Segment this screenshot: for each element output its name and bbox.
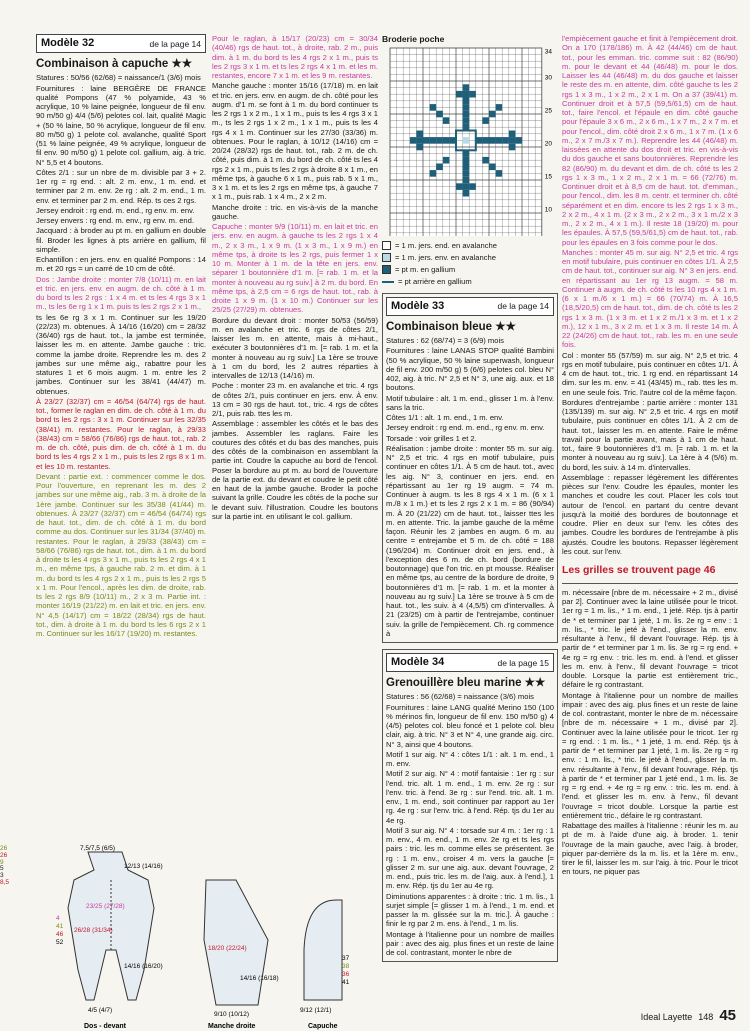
model-33-fournitures: Fournitures : laine LANAS STOP qualité Bambini (50 % acrylique, 50 % laine superwash, longueur de fil env. 200 m/50 g) 5 (6/6) pelotes col. bleu N° 402, aig. à tric. N° 2,5 et N° 3, une aig. aux. et 18 boutons.: [386, 346, 554, 393]
chart-motif-cell: [463, 98, 470, 105]
chart-motif-cell: [463, 137, 470, 144]
model-32-para: Manche gauche : monter 15/16 (17/18) m. en lait et tric. en jers. env. en augm. de ch. côté pour les augm. d'1 m. se font à 1 m. du bord continuer ts les 2 rgs 1 x 2 m., 1 x 1 m., puis ts les 4 rgs 3 x 1 m., ts les 2 rgs 1 x 2 m., 1 x 1 m., puis ts les 4 rgs 4 x 1 m. Continuer sur les 27/30 (33/36) m. obtenues. Pour le raglan, à 10/12 (14/16) cm = 20/24 (28/32) rgs de haut. tot., rab. 2 m. de ch. côté, puis dim. à 1 m. du bord de ch. côté ts les 4 rgs 2 x 1 m., puis ts les 2 rgs à droite 8 x 1 m., en même tps, à gauche 6 x 1 m., puis rab. 5 x 1 m., 3 x 1 m. et ts les 2 rgs en même tps, à gauche 7 x 1 m., puis rab. 1 x 4 m., 2 x 2 m.: [212, 81, 378, 202]
chart-motif-cell: [443, 118, 450, 125]
dim-label: 14/16 (16/20): [124, 963, 163, 970]
chart-motif-cell: [463, 170, 470, 177]
dim-label: 46: [56, 931, 64, 938]
chart-motif-cell: [509, 137, 516, 144]
legend-swatch: [382, 241, 391, 250]
chart-y-tick-label: 20: [544, 141, 553, 149]
chart-motif-cell: [489, 164, 496, 171]
legend-item: = 1 m. jers. end. en avalanche: [382, 241, 558, 250]
model-34-statures: Statures : 56 (62/68) = naissance (3/6) mois: [386, 692, 534, 702]
chart-motif-cell: [463, 111, 470, 118]
model-32-para: Devant : partie ext. : commencer comme le dos. Pour l'ouverture, en reprenant les m. des 2 jambes sur une même aig., rab. 3 m. à droite de la 1ère jambe. Continuer sur les 35/38 (41/44) m. obtenues. À 23/27 (32/37) cm = 46/54 (64/74) rgs de haut. tot., dim. de ch. côté à 1 m. du bord comme au dos. Continuer sur les 31/34 (37/40) m. restantes. Pour le raglan, à 29/33 (38/43) cm = 58/66 (76/86) rgs de haut. tot., dim. à 1 m. du bord à droite ts les 4 rgs 3 x 1 m., puis ts les 2 rgs 4 x 1 m., en même tps, à gauche rab. 2 m. et dim. à 1 m. du bord ts les 4 rgs 2 x 1 m., puis ts les 2 rgs 5 x 1 m. Pour l'encol., après les dim. de droite, rab. ts les 2 rgs 8/9 (10/11) m., 2 x 3 m. Partie int. : monter 16/19 (21/22) m. en lait et tric. en jers. env. N° 4,5 (14/17) cm = 18/22 (28/34) rgs de haut. tot., dim. à droite à 1 m. du bord ts les 6 rgs 2 x 1 m. Continuer sur les 16/17 (19/20) m. restantes.: [36, 471, 206, 639]
model-33-para: Manches : monter 45 m. sur aig. N° 2,5 et tric. 4 rgs en motif tubulaire, puis continuer en côtes 1/1. À 2,5 cm de haut. tot., continuer sur aig. N° 3 en jers. end. en répartissant au 1er rg 13 augm. = 58 m. Continuer à augm. de ch. côté ts les 10 rgs 4 x 1 m. (6 x 1 m./6 x 1 m.) = 66 (70/74) m. À 16,5 (18,5/20,5) cm de haut. tot., dim. de ch. côté ts les 2 rgs 1 x 3 m. (1 x 3 m. et 1 x 2 m./1 x 3 m. et 1 x 2 m.), 12 x 1 m., 3 x 2 m. et 1 x 3 m. Il reste 14 m. À 22 (24/26) cm de haut. tot., rab. les m. en une seule fois.: [562, 247, 738, 350]
model-32-para: Capuche : monter 9/9 (10/11) m. en lait et tric. en jers. env. en augm. à gauche ts les 2 rgs 1 x 4 m., 2 x 3 m., 1 x 9 m. (1 x 3 m., 1 x 9 m.) en même tps, à droite ts les 2 rgs, puis fermer 1 x 10 m. Monter à 1 m. de la tête en jers. env. séparer 1 boutonnière d'1 m. [= rab. 1 m. et la monter à nouveau au rg suiv.] à 2 m. du bord. En même tps, à 2,5 cm = 6 rgs de haut. tot., rab. à droite 1 x 9 m. (1 x 10 m.) Continuer sur les 25/25 (27/29) m. obtenues.: [212, 222, 378, 315]
model-32-title: Combinaison à capuche ★★: [36, 58, 193, 71]
magazine-name: Ideal Layette: [640, 1011, 693, 1022]
capuche-schematic: [304, 900, 342, 1000]
model-33-para: Assemblage : repasser légèrement les différentes pièces sur l'env. Coudre les épaules, monter les manches et coudre les cout. Placer les cols tout autour de l'encol. en partant du centre devant jusqu'à la moitié des bordures de boutonnage et coudre. Plier en deux sur l'env. les côtes des jambes. Coudre les bordures de l'entrejambe à plis ajustés. Coudre les boutons. Repasser légèrement les cout. sur l'env.: [562, 472, 738, 556]
chart-motif-cell: [436, 137, 443, 144]
model-32-para: Dos : Jambe droite : monter 7/8 (10/11) m. en lait et tric. en jers. env. en augm. de ch. côté à 1 m. du bord ts les 2 rgs : 1 x 4 m. et ts les 4 rgs 3 x 1 m., ts les 6e rg 1 x 1 m. puis ts les 2 rgs 2 x 1 m.,: [36, 274, 206, 312]
model-34-label: Modèle 34: [391, 656, 445, 669]
dim-label: 9/12 (12/1): [300, 1007, 332, 1014]
chart-motif-cell: [496, 137, 503, 144]
manche-droite-schematic: [204, 880, 268, 1005]
chart-motif-cell: [436, 111, 443, 118]
model-32-para: Bordure du devant droit : monter 50/53 (56/59) m. en avalanche et tric. 6 rgs de côtes 2/1, laisser les m. en attente, mais à mi-haut., exécuter 3 boutonnières d'1 m. [= rab. 1 m. et la monter à nouveau au rg suiv.] La 1ère se trouve à 1 cm du bord, les 2 autres réparties à intervalles de 12/13 (14/16) m.: [212, 315, 378, 380]
chart-motif-cell: [436, 164, 443, 171]
chart-y-tick-label: 10: [544, 207, 553, 215]
legend-swatch: [382, 253, 391, 262]
model-33-para: Bordures d'entrejambe : partie arrière : monter 131 (135/139) m. sur aig. N° 2,5 et tric. 4 rgs en motif tubulaire, puis continuer en côtes 1/1. À 2 cm de haut. tot., laisser les m. en attente. Faire le même travail pour la partie avant, mais à 1 cm de haut. tot., faire 9 boutonnières d'1 m. [= rab. 1 m. et la monter à nouveau au rg suiv.]. La 1ère à 4 (5/6) m. du bord, les suiv. à 14 m. d'intervalles.: [562, 397, 738, 472]
chart-motif-cell: [515, 137, 522, 144]
model-32-label: Modèle 32: [41, 37, 95, 49]
chart-motif-cell: [430, 104, 437, 111]
model-34-para: Diminutions apparentes : à droite : tric. 1 m. lis., 1 surjet simple [= glisser 1 m. à l'end., 1 m. end. et passer la m. glissée sur la m. tric.]. À gauche : finir le rg par 2 m. ens. à l'end., 1 m. lis.: [386, 891, 554, 929]
page-footer: [641, 1007, 736, 1025]
model-32-para: Manche droite : tric. en vis-à-vis de la manche gauche.: [212, 202, 378, 221]
model-34-title: Grenouillère bleu marine ★★: [386, 677, 546, 690]
column-4: [562, 34, 738, 1030]
dim-label: 14/16 (16/18): [240, 975, 279, 982]
chart-motif-cell: [509, 144, 516, 151]
chart-motif-cell: [463, 157, 470, 164]
chart-motif-cell: [463, 104, 470, 111]
model-34-page-ref: de la page 15: [497, 657, 549, 668]
legend-line-swatch: [382, 281, 394, 283]
model-32-para: À 23/27 (32/37) cm = 46/54 (64/74) rgs de haut. tot., former le raglan en dim. de ch. côté à 1 m. du bord ts les 2 rgs : 3 x 1 m. Continuer sur les 32/35 (38/41) m. restantes. Pour le raglan, à 29/33 (38/43) cm = 58/66 (76/86) rgs de haut. tot., rab. 2 m. de ch. côté, puis dim. de ch. côté à 1 m. du bord ts les 4 rgs 2 x 1 m., puis ts les 2 rgs 8 x 1 m. et les 10 m. restantes.: [36, 396, 206, 471]
chart-motif-cell: [410, 137, 417, 144]
model-33-title: Combinaison bleue ★★: [386, 321, 516, 334]
chart-motif-cell: [430, 170, 437, 177]
model-33-box: [382, 293, 558, 643]
dim-label: 41: [56, 923, 64, 930]
dim-label: 41: [342, 979, 350, 986]
chart-motif-cell: [496, 170, 503, 177]
chart-y-tick-label: 15: [544, 174, 553, 182]
dim-label: 36: [342, 971, 350, 978]
chart-motif-cell: [416, 131, 423, 138]
chart-motif-cell: [463, 91, 470, 98]
margin-marks: 26 26 9 5 3 8,5: [0, 845, 10, 887]
dim-label: 26/28 (31/34): [74, 927, 113, 934]
column-2: [212, 34, 378, 882]
chart-motif-cell: [423, 137, 430, 144]
model-34-para: Motif 2 sur aig. N° 4 : motif fantaisie : 1er rg : sur l'end. tric. alt. 1 m. end., 1 m. env. 2e rg : sur l'env. tric. à l'end. 3e rg : sur l'end. tric. alt. 1 m. env., 1 m. end., soit continuer par rapport au 1er rg. 4e rg : sur l'env. tric. à l'end. Rép. tjs du 1er au 4e rg.: [386, 769, 554, 825]
chart-motif-cell: [443, 137, 450, 144]
model-32-para: Jersey envers : rg end. m. env., rg env. m. end.: [36, 216, 194, 226]
chart-motif-cell: [489, 137, 496, 144]
dim-label: 38: [342, 963, 350, 970]
model-32-page-ref: de la page 14: [149, 38, 201, 49]
model-32-para: Poche : monter 23 m. en avalanche et tric. 4 rgs de côtes 2/1, puis continuer en jers. env. À env. 13 cm = 30 rgs de haut. tot., tric. 4 rgs de côtes 2/1, puis rab. ttes les m.: [212, 381, 378, 418]
model-34-para: m. nécessaire [nbre de m. nécessaire + 2 m., divisé par 2]. Continuer avec la laine utilisée pour le tricot. 1er rg = 1 m. lis., * 1 m. end., 1 jeté. Rép. tjs à partir de * et terminer par 1 jeté, 1 m. lis. 2e rg = env : 1 m. lis., * tric. le jeté à l'end., glisser la m. env. résultante à l'env., fil devant l'ouvrage. Rép. tjs à partir de * et terminer par 1 m. lis. 3e rg = rg end. + 4e rg = rg env. : tric. les m. end. à l'end. et glisser les m. env. à l'env., fil devant l'ouvrage = tricot double. Lorsque la partie est entièrement tric., défaire le rg contrastant.: [562, 587, 738, 690]
chart-motif-cell: [482, 137, 489, 144]
column-3: [382, 34, 558, 1030]
model-34-para: Montage à l'italienne pour un nombre de mailles impair : avec des aig. plus fines et un reste de laine de col. contrastant, monter le nbre de m. nécessaire [nbre de m. nécessaire + 1 m., divisé par 2]. Continuer avec la laine utilisée pour le tricot. 1er rg = rg end. : 1 m. lis., * 1 jeté, 1 m. end. Rép. tjs à partir de * et terminer par 1 jeté, 1 m. lis. 2e rg = rg env. : 1 m. lis., * tric. le jeté à l'end., glisser la m. env. résultante à l'env., fil devant l'ouvrage. Rép. tjs à partir de * et terminer par 1 jeté end., 1 m. lis. 3e rg = rg end. + 4e rg = rg env. : tric. les m. end. à l'end. et glisser les m. env. à l'env., fil devant l'ouvrage = tricot double. Lorsque la partie est entièrement tric., défaire le rg contrastant.: [562, 690, 738, 820]
chart-motif-cell: [463, 164, 470, 171]
dim-label: 37: [342, 955, 350, 962]
model-33-para: Torsade : voir grilles 1 et 2.: [386, 433, 477, 443]
model-32-para: Assemblage : assembler les côtés et le bas des jambes. Assembler les raglans. Faire les coutures des côtés et du bas des manches, puis des côtés de la combinaison en assemblant la partie int. Coudre la capuche au bord de l'encol. Poser la bordure au pt m. au bord de l'ouverture de la partie ext. du devant et coudre le petit côté en haut de la jambe gauche. Broder la poche suivant la grille. Coudre les côtés de la poche sur le devant suiv. l'illustration. Coudre les boutons sur la partie int. en utilisant le col. gallium.: [212, 419, 378, 521]
legend-item: = pt m. en gallium: [382, 265, 558, 274]
dos-devant-label: Dos - devant: [84, 1023, 127, 1030]
chart-motif-cell: [443, 157, 450, 164]
chart-motif-cell: [469, 184, 476, 191]
dim-label: 4/5 (4/7): [88, 1007, 113, 1014]
chart-motif-cell: [463, 184, 470, 191]
chart-motif-cell: [416, 137, 423, 144]
legend-item: = pt arrière en gallium: [382, 277, 558, 286]
model-34-header: [386, 653, 554, 672]
model-33-para: Réalisation : jambe droite : monter 55 m. sur aig. N° 2,5 et tric. 4 rgs en motif tubulaire, puis continuer en côtes 1/1. À 5 cm de haut. tot., avec les aig. N° 3, continuer en jers. end. en répartissant au 1er rg 19 augm. = 74 m. Continuer à augm. ts les 8 rgs 4 x 1 m. (6 x 1 m./8 x 1 m.) et ts les 2 rgs 2 x 1 m. = 86 (90/94) m. À 20 (21/22) cm de haut. tot., laisser ttes les m. en attente. Tric. la jambe gauche de la même façon. Réunir les 2 jambes en augm. 6 m. au centre = entrejambe et 5 m. de ch. côté = 188 (196/204) m. Continuer droit en jers. end., à l'exception des 6 m. de ch. bord (bordure de boutonnage) que l'on tric. en pt mousse. Réaliser en même tps, au centre de la bordure de droite, 9 boutonnières d'1 m. [= rab. 1 m. et la monter à nouveau au rg suiv.] La 1ère se trouve à 5 cm de haut. tot., les suiv. à 4 (4,5/5) cm d'intervalles. À 21 (23/25) cm à partir de l'entrejambe, continuer suiv. la grille de l'empiècement. Ch. rg commence à: [386, 443, 554, 638]
chart-motif-cell: [463, 118, 470, 125]
model-32-statures: Statures : 50/56 (62/68) = naissance/1 (3/6) mois: [36, 73, 201, 83]
model-33-para: Motif tubulaire : alt. 1 m. end., glisser 1 m. à l'env. sans la tric.: [386, 393, 554, 412]
dim-label: 23/25 (27/28): [86, 903, 125, 910]
model-33-page-ref: de la page 14: [497, 301, 549, 312]
model-33-para: l'empiècement gauche et finit à l'empiècement droit. On a 170 (178/186) m. À 42 (44/46) cm de haut. tot., pour les emman. tric. comme suit : 82 (86/90) m. pour le devant et 44 (46/48) m. pour le dos. Laisser les 44 (46/48) m. du dos gauche et laisser le reste des m. en attente, dim. côté gauche ts les 2 rgs 1 x 3 m., 1 x 2 m., 2 x 1 m. On a 37 (39/41) m. Continuer droit et à 57,5 (59,5/61,5) cm de haut. tot., faire l'encol. et l'épaule en dim. côté gauche pour l'épaule 3 x 6 m., 2 x 6 m., 1 x 7 m., 2 x 7 m. et pour l'encol., dim. côté droit 2 x 6 m., 1 x 7 m. (1 x 6 m., 2 x 7 m./3 x 7 m.). Reprendre les 44 (46/48) m. laissées en attente du dos droit et tric. en vis-à-vis du dos gauche et sans boutonnières. Reprendre les 82 (86/90) m. du devant et dim. de ch. côté ts les 2 rgs 1 x 3 m., 1 x 2 m., 2 x 1 m. = 66 (72/76) m. Continuer droit et à 8,5 cm de haut. tot. d'emman., pour l'encol., dim. les 8 m. centr. et terminer ch. côté séparément et en dim. encore ts les 2 rgs 1 x 3 m., 2 x 2 m., 4 x 1 m. (2 x 3 m., 2 x 2 m., 3 x 1 m./2 x 3 m., 2 x 2 m., 4 x 1 m.). Il reste 18 (19/20) m. pour les épaules. À 57,5 (59,5/61,5) cm de haut. tot., rab. pour les épaules en 3 fois comme pour le dos.: [562, 34, 738, 247]
chart-motif-cell: [430, 137, 437, 144]
model-32-header: [36, 34, 206, 53]
dim-label: 18/20 (22/24): [208, 945, 247, 952]
model-32-fournitures: Fournitures : laine BERGÈRE DE FRANCE qualité Pompons (47 % polyamide, 43 % acrylique, 10 % laine peignée, longueur de fil env. 90 m/50 g) 4/4 (5/6) pelotes col. lait, qualité Magic + (50 % laine, 50 % acrylique, longueur de fil env. 80 m/50 g) 1 pelote col. avalanche, qualité Sport (51 % laine peignée, 49 % acrylique, longueur de fil env. 90 m/50 g) 1 pelote col. gallium, aig. à tric. N° 5,5 et 4 boutons.: [36, 83, 206, 167]
manche-droite-label: Manche droite: [208, 1023, 256, 1030]
chart-motif-cell: [469, 91, 476, 98]
divider: [562, 583, 738, 584]
model-34-para: Rabattage des mailles à l'italienne : réunir les m. au pt de m. à l'aide d'une aig. à broder. 1. tenir l'ouvrage de la main gauche, avec l'aig. à broder, piquer par-derrière ds la m. lis. et la 1ère m. env., tirer le fil, laisser les m. sur l'aig. à tric. Pour le tricot en tours, ne piquer pas: [562, 821, 738, 877]
model-32-para: Jersey endroit : rg end. m. end., rg env. m. env.: [36, 205, 195, 215]
chart-motif-cell: [496, 104, 503, 111]
model-34-para: Motif 3 sur aig. N° 4 : torsade sur 4 m. : 1er rg : 1 m. env., 4 m. end., 1 m. env. 2e rg et ts les rgs pairs : tric. les m. comme elles se présentent. 3e rg : 1 m. env., croiser 4 m. vers la gauche [= glisser 2 m. sur une aig. aux. devant l'ouvrage, 2 m. end., puis tric. les m. de l'aig. aux. à l'end.], 1 m. env. Rép. tjs du 1er au 4e rg.: [386, 825, 554, 891]
chart-motif-cell: [502, 137, 509, 144]
column-1: [36, 34, 206, 844]
model-32-para: Pour le raglan, à 15/17 (20/23) cm = 30/34 (40/46) rgs de haut. tot., à droite, rab. 2 m., puis dim. à 1 m. du bord ts les 4 rgs 2 x 1 m., puis ts les 2 rgs 3 x 1 m. et ts les 2 rgs 4 x 1 m. et les m. restantes, encore 7 x 1 m. et les 9 m. restantes.: [212, 34, 378, 80]
model-34-fournitures: Fournitures : laine LANG qualité Merino 150 (100 % mérinos fin, longueur de fil env. 150 m/50 g) 4 (4/5) pelotes col. bleu foncé et 1 pelote col. bleu clair, aig. à tric. N° 3 et N° 4, une grande aig. circ. N° 3, ainsi que 4 boutons.: [386, 702, 554, 749]
dos-devant-schematic: [68, 852, 154, 1000]
magazine-page: 148: [698, 1011, 714, 1022]
chart-title: Broderie poche: [382, 34, 445, 44]
chart-motif-cell: [463, 177, 470, 184]
model-33-para: Col : monter 55 (57/59) m. sur aig. N° 2,5 et tric. 4 rgs en motif tubulaire, puis continuer en côtes 1/1. À 4 cm de haut. tot., tric. 1 rg end. en répartissant 14 dim. sur les m. env. = 41 (43/45) m., rab. ttes les m. en une seule fois. Tric. l'autre col de la même façon.: [562, 350, 738, 397]
dim-label: 4: [56, 915, 60, 922]
grilles-banner: Les grilles se trouvent page 46: [562, 564, 716, 576]
dim-label: 52: [56, 939, 64, 946]
legend-item: = 1 m. jers. env. en avalanche: [382, 253, 558, 262]
page-number: 45: [719, 1006, 736, 1024]
chart-motif-cell: [416, 144, 423, 151]
model-33-statures: Statures : 62 (68/74) = 3 (6/9) mois: [386, 336, 504, 346]
dim-label: 7,5/7,5 (6/5): [80, 845, 116, 852]
model-32-para: Jacquard : à broder au pt m. en gallium en double fil. Broder les lignes à pts arrière en gallium, fil simple.: [36, 226, 206, 254]
capuche-label: Capuche: [308, 1023, 338, 1030]
chart-motif-cell: [463, 190, 470, 197]
chart-motif-cell: [489, 111, 496, 118]
chart-motif-cell: [456, 91, 463, 98]
model-33-para: Jersey endroit : rg end. m. end., rg env. m. env.: [386, 423, 545, 433]
broderie-poche-chart: [382, 46, 558, 236]
legend-swatch: [382, 265, 391, 274]
chart-y-tick-label: 34: [544, 48, 553, 56]
model-32-para: Côtes 2/1 : sur un nbre de m. divisible par 3 + 2. 1er rg = rg end. : alt. 2 m. env., 1 m. end. et terminer par 2 m. env. 2e rg : alt. 2 m. end., 1 m. env. et terminer par 2 m. end. Rép. ts ces 2 rgs.: [36, 167, 206, 205]
dim-label: 12/13 (14/16): [124, 863, 163, 870]
chart-y-tick-label: 25: [544, 108, 553, 116]
chart-motif-cell: [482, 118, 489, 125]
chart-motif-cell: [463, 85, 470, 92]
model-32-para: Echantillon : en jers. env. en qualité Pompons : 14 m. et 20 rgs = un carré de 10 cm de côté.: [36, 255, 206, 274]
model-33-label: Modèle 33: [391, 299, 445, 312]
model-34-para: Montage à l'italienne pour un nombre de mailles pair : avec des aig. plus fines et un reste de laine de col. contrastant, monter le nbre de: [386, 929, 554, 958]
chart-motif-cell: [509, 131, 516, 138]
model-33-header: [386, 297, 554, 316]
model-34-box: [382, 649, 558, 962]
schematics: [36, 840, 376, 1030]
chart-legend: [382, 241, 558, 287]
model-32-para: ts les 6e rg 3 x 1 m. Continuer sur les 19/20 (22/23) m. obtenues. À 14/16 (16/20) cm = 28/32 (36/40) rgs de haut. tot., la jambe est terminée, laisser les m. en attente. Jambe gauche : tric. comme la jambe droite. Reprendre les m. des 2 jambes sur une même aig., rabattre pour les statures 1 et 6 mois augm. 1 m. entre les 2 jambes. Continuer sur les 38/41 (44/47) m. obtenues.: [36, 312, 206, 396]
dim-label: 9/10 (10/12): [214, 1011, 250, 1018]
chart-y-tick-label: 30: [544, 75, 553, 83]
model-34-para: Motif 1 sur aig. N° 4 : côtes 1/1 : alt. 1 m. end., 1 m. env.: [386, 749, 554, 769]
model-33-para: Côtes 1/1 : alt. 1 m. end., 1 m. env.: [386, 413, 504, 423]
chart-motif-cell: [482, 157, 489, 164]
chart-motif-cell: [456, 184, 463, 191]
